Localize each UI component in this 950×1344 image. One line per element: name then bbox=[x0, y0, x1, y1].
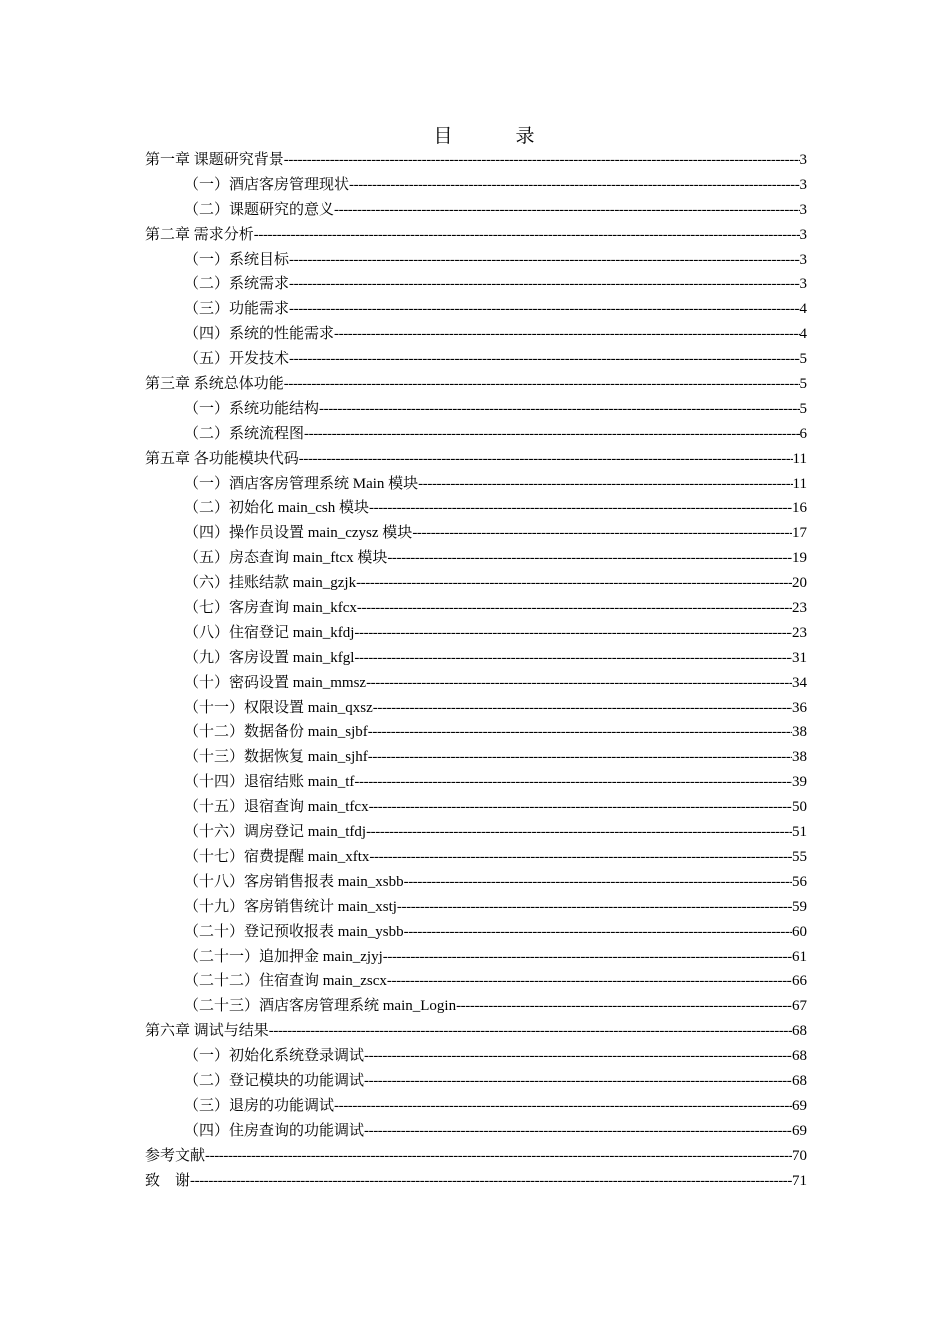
toc-section-entry[interactable] bbox=[145, 671, 807, 696]
toc-section-entry[interactable] bbox=[145, 770, 807, 795]
toc-chapter-entry[interactable] bbox=[145, 148, 807, 173]
toc-page-number: 3 bbox=[799, 276, 807, 293]
toc-section-entry[interactable] bbox=[145, 795, 807, 820]
toc-section-entry[interactable] bbox=[145, 745, 807, 770]
toc-section-entry[interactable] bbox=[145, 322, 807, 347]
toc-dot-leader bbox=[289, 248, 799, 273]
toc-entry-title: （二）课题研究的意义 bbox=[184, 201, 335, 218]
toc-entry-title: 第一章 课题研究背景 bbox=[145, 152, 284, 168]
toc-section-entry[interactable] bbox=[145, 173, 807, 198]
toc-dot-leader bbox=[304, 422, 799, 447]
toc-dot-leader bbox=[205, 1144, 792, 1169]
toc-page-number: 68 bbox=[792, 1023, 807, 1040]
toc-chapter-entry[interactable] bbox=[145, 447, 807, 472]
toc-dot-leader bbox=[190, 1169, 792, 1194]
toc-section-entry[interactable] bbox=[145, 1069, 807, 1094]
toc-page-number: 16 bbox=[792, 500, 807, 517]
toc-page-number: 3 bbox=[799, 226, 807, 243]
toc-entry-title: （二）系统需求 bbox=[184, 276, 290, 293]
toc-section-entry[interactable] bbox=[145, 945, 807, 970]
toc-dot-leader bbox=[289, 297, 799, 322]
toc-page-number: 4 bbox=[799, 301, 807, 318]
toc-page-number: 3 bbox=[799, 251, 807, 268]
toc-page-number: 55 bbox=[792, 848, 807, 865]
toc-page-number: 38 bbox=[792, 724, 807, 741]
toc-page-number: 4 bbox=[799, 326, 807, 343]
toc-dot-leader bbox=[412, 521, 792, 546]
toc-section-entry[interactable] bbox=[145, 646, 807, 671]
toc-entry-title: （一）初始化系统登录调试 bbox=[184, 1048, 365, 1065]
toc-dot-leader bbox=[354, 770, 792, 795]
toc-section-entry[interactable] bbox=[145, 596, 807, 621]
toc-page-number: 11 bbox=[792, 450, 807, 467]
toc-entry-title: （五）房态查询 main_ftcx 模块 bbox=[184, 550, 388, 567]
toc-entry-title: 第六章 调试与结果 bbox=[145, 1023, 269, 1040]
toc-chapter-entry[interactable] bbox=[145, 372, 807, 397]
toc-entry-title: （二十二）住宿查询 main_zscx bbox=[184, 973, 387, 990]
toc-section-entry[interactable] bbox=[145, 546, 807, 571]
toc-entry-title: （三）退房的功能调试 bbox=[184, 1097, 335, 1114]
toc-entry-title: （十七）宿费提醒 main_xftx bbox=[184, 848, 370, 865]
toc-dot-leader bbox=[354, 621, 792, 646]
toc-page-number: 66 bbox=[792, 973, 807, 990]
toc-entry-title: （二）系统流程图 bbox=[184, 425, 305, 442]
toc-entry-title: （一）酒店客房管理现状 bbox=[184, 176, 350, 193]
toc-page-number: 5 bbox=[799, 351, 807, 368]
toc-dot-leader bbox=[368, 720, 792, 745]
toc-entry-title: 致 谢 bbox=[145, 1172, 191, 1189]
toc-page-number: 61 bbox=[792, 948, 807, 965]
toc-section-entry[interactable] bbox=[145, 895, 807, 920]
toc-dot-leader bbox=[364, 1069, 792, 1094]
toc-entry-title: （十二）数据备份 main_sjbf bbox=[184, 724, 368, 741]
toc-dot-leader bbox=[366, 671, 792, 696]
table-of-contents bbox=[145, 148, 807, 1193]
toc-page-number: 38 bbox=[792, 749, 807, 766]
toc-dot-leader bbox=[299, 447, 793, 472]
toc-dot-leader bbox=[319, 397, 799, 422]
toc-section-entry[interactable] bbox=[145, 720, 807, 745]
toc-dot-leader bbox=[418, 472, 792, 497]
toc-page-number: 68 bbox=[792, 1048, 807, 1065]
toc-section-entry[interactable] bbox=[145, 845, 807, 870]
toc-page-number: 56 bbox=[792, 873, 807, 890]
toc-dot-leader bbox=[368, 745, 792, 770]
toc-dot-leader bbox=[369, 496, 792, 521]
toc-dot-leader bbox=[364, 1119, 792, 1144]
toc-section-entry[interactable] bbox=[145, 472, 807, 497]
toc-dot-leader bbox=[334, 198, 799, 223]
toc-dot-leader bbox=[357, 596, 792, 621]
toc-section-entry[interactable] bbox=[145, 621, 807, 646]
toc-dot-leader bbox=[383, 945, 792, 970]
toc-entry-title: 第二章 需求分析 bbox=[145, 226, 254, 243]
toc-page-number: 69 bbox=[792, 1122, 807, 1139]
toc-dot-leader bbox=[254, 223, 800, 248]
toc-section-entry[interactable] bbox=[145, 920, 807, 945]
toc-dot-leader bbox=[354, 646, 792, 671]
toc-dot-leader bbox=[356, 571, 792, 596]
toc-section-entry[interactable] bbox=[145, 297, 807, 322]
toc-page-number: 68 bbox=[792, 1072, 807, 1089]
toc-entry-title: （十三）数据恢复 main_sjhf bbox=[184, 749, 368, 766]
toc-dot-leader bbox=[349, 173, 799, 198]
toc-dot-leader bbox=[366, 820, 792, 845]
toc-dot-leader bbox=[334, 1094, 792, 1119]
toc-page-number: 5 bbox=[799, 376, 807, 393]
toc-page-number: 23 bbox=[792, 624, 807, 641]
toc-entry-title: （五）开发技术 bbox=[184, 351, 290, 368]
toc-page-number: 71 bbox=[792, 1172, 807, 1189]
toc-section-entry[interactable] bbox=[145, 521, 807, 546]
toc-entry-title: （四）住房查询的功能调试 bbox=[184, 1122, 365, 1139]
toc-entry-title: （四）操作员设置 main_czysz 模块 bbox=[184, 525, 413, 542]
toc-page-number: 11 bbox=[792, 475, 807, 492]
toc-dot-leader bbox=[387, 546, 792, 571]
toc-page-number: 5 bbox=[799, 400, 807, 417]
toc-chapter-entry[interactable] bbox=[145, 1144, 807, 1169]
toc-entry-title: （十）密码设置 main_mmsz bbox=[184, 674, 367, 691]
toc-section-entry[interactable] bbox=[145, 422, 807, 447]
toc-dot-leader bbox=[284, 372, 800, 397]
toc-page-number: 23 bbox=[792, 600, 807, 617]
toc-page-number: 70 bbox=[792, 1147, 807, 1164]
toc-page-number: 59 bbox=[792, 898, 807, 915]
toc-dot-leader bbox=[364, 1044, 792, 1069]
toc-dot-leader bbox=[284, 148, 800, 173]
toc-dot-leader bbox=[334, 322, 799, 347]
toc-section-entry[interactable] bbox=[145, 870, 807, 895]
toc-page-number: 3 bbox=[799, 176, 807, 193]
toc-dot-leader bbox=[369, 795, 792, 820]
toc-title: 目 录 bbox=[433, 126, 557, 147]
toc-page-number: 6 bbox=[799, 425, 807, 442]
toc-entry-title: （十一）权限设置 main_qxsz bbox=[184, 699, 373, 716]
toc-section-entry[interactable] bbox=[145, 696, 807, 721]
toc-entry-title: （十四）退宿结账 main_tf bbox=[184, 774, 355, 791]
toc-chapter-entry[interactable] bbox=[145, 1169, 807, 1194]
toc-dot-leader bbox=[373, 696, 792, 721]
toc-chapter-entry[interactable] bbox=[145, 1019, 807, 1044]
toc-section-entry[interactable] bbox=[145, 496, 807, 521]
toc-page-number: 19 bbox=[792, 550, 807, 567]
toc-page-number: 36 bbox=[792, 699, 807, 716]
toc-section-entry[interactable] bbox=[145, 820, 807, 845]
toc-page-number: 67 bbox=[792, 998, 807, 1015]
toc-entry-title: （二）登记模块的功能调试 bbox=[184, 1072, 365, 1089]
toc-entry-title: （二）初始化 main_csh 模块 bbox=[184, 500, 369, 517]
toc-dot-leader bbox=[456, 994, 792, 1019]
toc-page-number: 50 bbox=[792, 799, 807, 816]
toc-section-entry[interactable] bbox=[145, 571, 807, 596]
toc-entry-title: 第五章 各功能模块代码 bbox=[145, 450, 299, 467]
toc-entry-title: （十九）客房销售统计 main_xstj bbox=[184, 898, 397, 915]
toc-page-number: 31 bbox=[792, 649, 807, 666]
toc-page-number: 51 bbox=[792, 824, 807, 841]
toc-dot-leader bbox=[289, 272, 799, 297]
toc-entry-title: （二十一）追加押金 main_zjyj bbox=[184, 948, 383, 965]
toc-chapter-entry[interactable] bbox=[145, 223, 807, 248]
toc-entry-title: （七）客房查询 main_kfcx bbox=[184, 600, 357, 617]
toc-section-entry[interactable] bbox=[145, 1119, 807, 1144]
toc-page-number: 3 bbox=[799, 152, 807, 168]
toc-section-entry[interactable] bbox=[145, 1044, 807, 1069]
toc-entry-title: （二十）登记预收报表 main_ysbb bbox=[184, 923, 404, 940]
toc-entry-title: （十六）调房登记 main_tfdj bbox=[184, 824, 367, 841]
toc-entry-title: 第三章 系统总体功能 bbox=[145, 376, 284, 393]
toc-dot-leader bbox=[289, 347, 799, 372]
toc-dot-leader bbox=[387, 969, 792, 994]
toc-section-entry[interactable] bbox=[145, 969, 807, 994]
toc-section-entry[interactable] bbox=[145, 1094, 807, 1119]
toc-entry-title: （九）客房设置 main_kfgl bbox=[184, 649, 355, 666]
toc-section-entry[interactable] bbox=[145, 272, 807, 297]
toc-page-number: 39 bbox=[792, 774, 807, 791]
toc-page-number: 69 bbox=[792, 1097, 807, 1114]
toc-page-number: 3 bbox=[799, 201, 807, 218]
toc-entry-title: （二十三）酒店客房管理系统 main_Login bbox=[184, 998, 457, 1015]
toc-page-number: 34 bbox=[792, 674, 807, 691]
toc-dot-leader bbox=[404, 920, 792, 945]
toc-page-number: 17 bbox=[792, 525, 807, 542]
toc-section-entry[interactable] bbox=[145, 347, 807, 372]
toc-entry-title: （三）功能需求 bbox=[184, 301, 290, 318]
toc-entry-title: （八）住宿登记 main_kfdj bbox=[184, 624, 355, 641]
toc-section-entry[interactable] bbox=[145, 397, 807, 422]
toc-page-number: 60 bbox=[792, 923, 807, 940]
toc-entry-title: （六）挂账结款 main_gzjk bbox=[184, 575, 357, 592]
toc-entry-title: 参考文献 bbox=[145, 1147, 206, 1164]
toc-dot-leader bbox=[397, 895, 792, 920]
toc-entry-title: （十五）退宿查询 main_tfcx bbox=[184, 799, 369, 816]
toc-entry-title: （四）系统的性能需求 bbox=[184, 326, 335, 343]
toc-entry-title: （一）酒店客房管理系统 Main 模块 bbox=[184, 475, 419, 492]
toc-entry-title: （一）系统功能结构 bbox=[184, 400, 320, 417]
toc-dot-leader bbox=[269, 1019, 792, 1044]
toc-section-entry[interactable] bbox=[145, 994, 807, 1019]
toc-page-number: 20 bbox=[792, 575, 807, 592]
toc-dot-leader bbox=[404, 870, 792, 895]
toc-section-entry[interactable] bbox=[145, 248, 807, 273]
toc-dot-leader bbox=[369, 845, 792, 870]
toc-entry-title: （十八）客房销售报表 main_xsbb bbox=[184, 873, 404, 890]
toc-section-entry[interactable] bbox=[145, 198, 807, 223]
toc-entry-title: （一）系统目标 bbox=[184, 251, 290, 268]
